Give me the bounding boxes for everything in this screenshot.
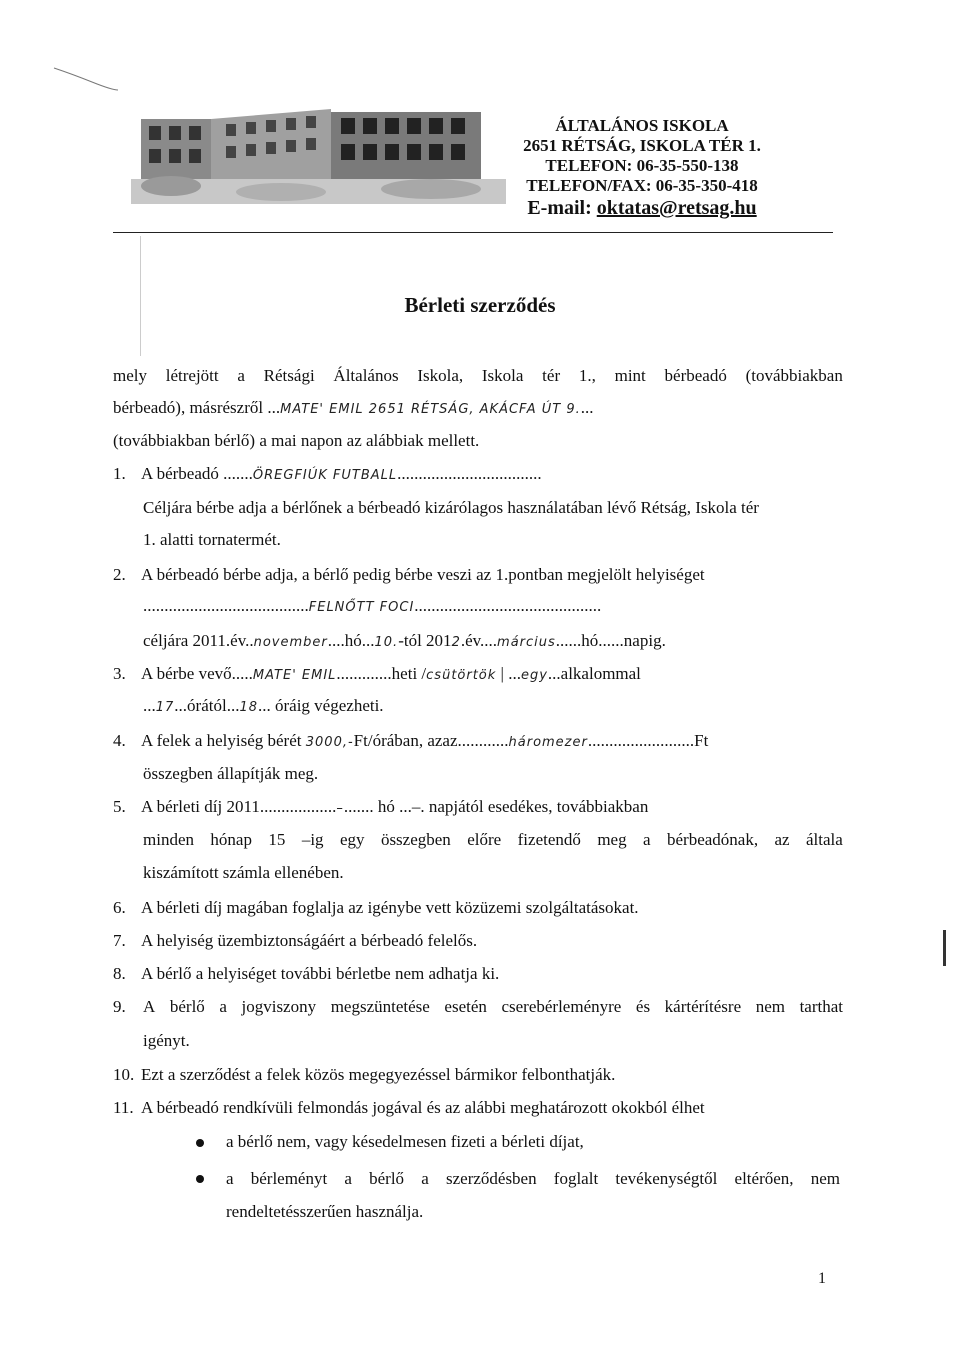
word: 15 [268,830,286,849]
item-5: 5. A bérleti díj 2011..................–....... hó ...–. napjától esedékes, továbbiakban [113,797,649,816]
item-1-text-b: 1. alatti tornatermét. [143,530,281,549]
word: kártérítésre [664,997,742,1016]
item-3-from-label: órától [187,696,227,715]
letterhead-divider [113,232,833,233]
word: Iskola, [417,366,464,385]
word: minden [143,830,194,849]
word: tarthat [799,997,843,1016]
item-4-number: 4. [113,731,126,750]
item-1-text-a: Céljára bérbe adja a bérlőnek a bérbeadó kizárólagos használatában lévő Rétság, Iskola tér [143,498,759,517]
item-2-handwritten-purpose: FELNŐTT FOCI [308,600,415,615]
word: jogviszony [241,997,317,1016]
word: –ig [301,830,324,849]
item-3-hours-line: ...17...órától...18... óráig végezheti. [143,696,384,715]
item-3-weekly-label: .heti [387,664,418,683]
item-11-number: 11. [113,1098,134,1117]
item-4-prefix: A felek a helyiség bérét [141,731,302,750]
school-phone: TELEFON: 06-35-550-138 [545,156,739,175]
item-2-month-label-1: hó [344,631,362,650]
word: a [219,997,227,1016]
word: bérleményt [250,1169,328,1188]
item-3-handwritten-day: csütörtök [426,668,497,683]
word: mely [113,366,147,385]
item-3-number: 3. [113,664,126,683]
word: a [421,1169,429,1188]
item-2-month-label-2: hó [581,631,599,650]
school-building-image [131,104,506,204]
school-building-photo [131,104,506,204]
word: bérbeadónak, [666,830,759,849]
lessee-handwritten-name-address: MATE' EMIL 2651 RÉTSÁG, AKÁCFA ÚT 9. [280,402,581,417]
item-11-text: A bérbeadó rendkívüli felmondás jogával és az alábbi meghatározott okokból élhet [141,1098,705,1117]
item-2-until-label: napig. [623,631,666,650]
word: a [237,366,245,385]
item-3-handwritten-from-hour: 17 [155,700,175,715]
email-label: E-mail: [527,197,597,219]
item-4: 4. A felek a helyiség bérét 3000,-Ft/órában, azaz............háromezer.........................Ft [113,731,709,750]
item-7-text: A helyiség üzembiztonságáért a bérbeadó felelős. [141,931,478,950]
word: az [774,830,790,849]
bullet-1 [196,1132,836,1152]
item-2-purpose-line: .......................................FELNŐTT FOCI............................................ [143,596,602,615]
school-email [512,196,772,220]
word: Iskola [481,366,524,385]
item-2-handwritten-end-month: március [497,635,556,650]
bullet-dot [196,1139,204,1147]
word: cserebérleményre [501,997,622,1016]
intro-line-3: (továbbiakban bérlő) a mai napon az alábbiak mellett. [113,431,480,450]
item-3: 3. A bérbe vevő.....MATE' EMIL.............heti /csütörtök | ...egy...alkalommal [113,664,641,683]
item-3-handwritten-times: egy [520,668,548,683]
word: tevékenységtől [615,1169,718,1188]
page-number: 1 [818,1270,826,1287]
intro-line-1 [113,366,843,386]
word: foglalt [553,1169,599,1188]
item-4-handwritten-price-words: háromezer [508,735,588,750]
item-7 [113,931,843,951]
item-3-handwritten-to-hour: 18 [239,700,258,715]
intro-line-2-prefix: bérbeadó), másrészről [113,398,264,417]
word: szerződésben [445,1169,537,1188]
item-1: 1. A bérbeadó .......ÖREGFIÚK FUTBALL.................................. [113,464,542,483]
word: általa [806,830,843,849]
bullet-2-text-b: rendeltetésszerűen használja. [226,1202,424,1221]
school-address: 2651 RÉTSÁG, ISKOLA TÉR 1. [523,136,761,155]
letterhead [512,116,772,220]
bullet-2-text-a [226,1169,840,1189]
scan-edge-mark [943,930,946,966]
school-fax: TELEFON/FAX: 06-35-350-418 [526,176,758,195]
word: A [143,997,156,1016]
item-2-number: 2. [113,565,126,584]
item-4-currency: Ft [694,731,709,750]
word: Általános [333,366,399,385]
item-2-handwritten-start-month: november [253,635,328,650]
item-5-handwritten-dash: – [336,801,344,816]
word: előre [467,830,502,849]
item-4-handwritten-price: 3000,- [305,735,354,750]
bullet-dot [196,1175,204,1183]
word: nem [810,1169,840,1188]
item-3-prefix: A bérbe vevő [141,664,232,683]
word: Rétsági [263,366,315,385]
item-2-text: A bérbeadó bérbe adja, a bérlő pedig bérbe veszi az 1.pontban megjelölt helyiséget [141,565,705,584]
school-name: ÁLTALÁNOS ISKOLA [555,116,729,135]
item-5-month-label: hó [377,797,395,816]
bullet-1-text: a bérlő nem, vagy késedelmesen fizeti a bérleti díjat, [226,1132,584,1151]
word: eltérően, [734,1169,794,1188]
item-3-until-label: óráig végezheti. [275,696,384,715]
word: bérlő [369,1169,405,1188]
word: a [643,830,651,849]
item-1-prefix: A bérbeadó [141,464,219,483]
word: fizetendő [517,830,581,849]
word: a [226,1169,234,1188]
word: összegben [380,830,451,849]
item-4-unit-label: Ft/órában, azaz [353,731,458,750]
word: nem [755,997,785,1016]
item-9-text-a [143,997,843,1017]
word: bérbeadó [664,366,727,385]
item-2-year-suffix: .év [460,631,481,650]
word: mint [614,366,646,385]
item-2-handwritten-year-digit: 2 [451,635,461,650]
item-9-text-b: igényt. [143,1031,190,1050]
item-6-text: A bérleti díj magában foglalja az igénybe vett közüzemi szolgáltatásokat. [141,898,639,917]
word: egy [339,830,365,849]
item-7-number: 7. [113,931,126,950]
word: esetén [444,997,487,1016]
item-3-handwritten-name: MATE' EMIL [252,668,337,683]
word: hónap [210,830,252,849]
item-9-number: 9. [113,997,126,1016]
scan-mark [52,64,122,97]
item-2 [113,565,843,585]
word: bérlő [169,997,205,1016]
item-10-text: Ezt a szerződést a felek közös megegyezéssel bármikor felbonthatják. [141,1065,616,1084]
word: a [344,1169,352,1188]
item-2-from-label: -tól 201 [398,631,452,650]
item-8-text: A bérlő a helyiséget további bérletbe nem adhatja ki. [141,964,500,983]
word: (továbbiakban [745,366,843,385]
item-5-number: 5. [113,797,126,816]
item-10-number: 10. [113,1065,135,1084]
word: 1., [578,366,596,385]
item-5-line-3: kiszámított számla ellenében. [143,863,344,882]
item-4-text-b: összegben állapítják meg. [143,764,319,783]
item-5-line-2 [143,830,843,850]
item-6 [113,898,843,918]
item-10 [113,1065,843,1085]
item-2-year-label: céljára 2011.év [143,631,246,650]
item-5-suffix: napjától esedékes, továbbiakban [428,797,649,816]
item-8-number: 8. [113,964,126,983]
item-11 [113,1098,843,1118]
item-8 [113,964,843,984]
email-link[interactable]: oktatas@retsag.hu [596,197,757,219]
item-6-number: 6. [113,898,126,917]
item-2-period-line: céljára 2011.év..november....hó...10.-tól 2012.év....március......hó......napig. [143,631,666,650]
document-title: Bérleti szerződés [404,293,556,317]
word: létrejött [165,366,219,385]
word: meg [597,830,627,849]
item-3-occasion-label: alkalommal [560,664,641,683]
item-1-number: 1. [113,464,126,483]
item-5-prefix: A bérleti díj 2011 [141,797,260,816]
word: és [635,997,651,1016]
word: tér [542,366,561,385]
item-2-handwritten-start-day: 10. [374,635,399,650]
word: megszüntetése [330,997,430,1016]
item-1-handwritten-purpose: ÖREGFIÚK FUTBALL [252,468,398,483]
intro-line-2: bérbeadó), másrészről ...MATE' EMIL 2651 RÉTSÁG, AKÁCFA ÚT 9.... [113,398,594,417]
